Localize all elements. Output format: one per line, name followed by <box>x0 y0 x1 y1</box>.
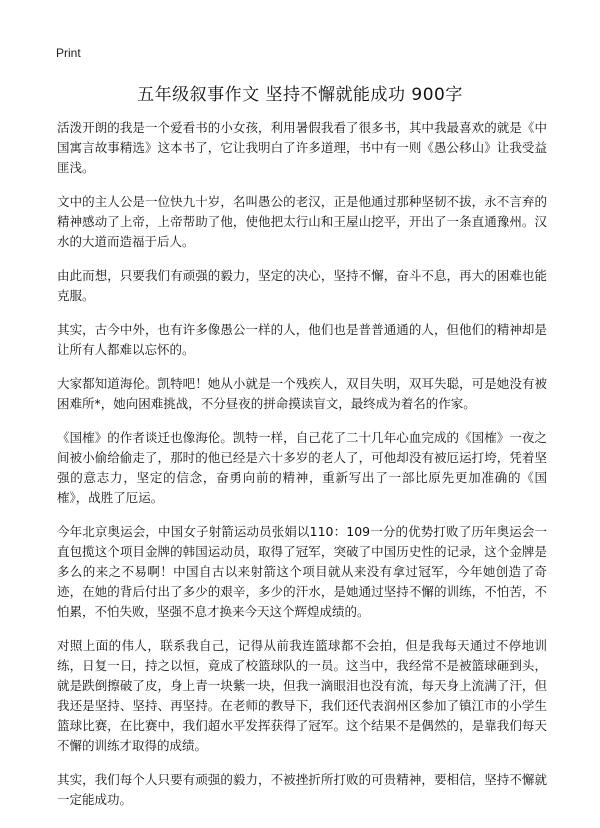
paragraph-3: 由此而想，只要我们有顽强的毅力，坚定的决心，坚持不懈，奋斗不息，再大的困难也能克服。 <box>57 268 547 303</box>
paragraph-5: 大家都知道海伦。凯特吧！她从小就是一个残疾人，双目失明，双耳失聪，可是她没有被困难所*，她向困难挑战，不分昼夜的拼命摸读盲文，最终成为着名的作家。 <box>57 376 547 411</box>
paragraph-6: 《国榷》的作者谈迁也像海伦。凯特一样，自己花了二十几年心血完成的《国榷》一夜之间被小偷给偷走了，那时的他已经是六十多岁的老人了，可他却没有被厄运打垮，凭着坚强的意志力，坚定的信念，奋勇向前的精神，重新写出了一部比原先更加准确的《国榷》，战胜了厄运。 <box>57 430 547 505</box>
paragraph-1: 活泼开朗的我是一个爱看书的小女孩，利用暑假我看了很多书，其中我最喜欢的就是《中国寓言故事精选》这本书了，它让我明白了许多道理，书中有一则《愚公移山》让我受益匪浅。 <box>57 120 547 175</box>
paragraph-4: 其实，古今中外，也有许多像愚公一样的人，他们也是普普通通的人，但他们的精神却是让所有人都难以忘怀的。 <box>57 322 547 357</box>
paragraph-9: 其实，我们每个人只要有顽强的毅力，不被挫折所打败的可贵精神，要相信，坚持不懈就一定能成功。 <box>57 772 547 807</box>
paragraph-8: 对照上面的伟人，联系我自己，记得从前我连篮球都不会拍，但是我每天通过不停地训练，日复一日，持之以恒，竟成了校篮球队的一员。这当中，我经常不是被篮球砸到头，就是跌倒擦破了皮，身上青一块紫一块，但我一滴眼泪也没有流，每天身上流满了汗，但我还是坚持、坚持、再坚持。在老师的教导下，我们还代表润州区参加了镇江市的小学生篮球比赛，在比赛中，我们超水平发挥获得了冠军。这个结果不是偶然的，是靠我们每天不懈的训练才取得的成绩。 <box>57 638 547 753</box>
paragraph-2: 文中的主人公是一位快九十岁，名叫愚公的老汉，正是他通过那种坚韧不拔，永不言弃的精神感动了上帝，上帝帮助了他，使他把太行山和王屋山挖平，开出了一条直通豫州。汉水的大道而造福于后人。 <box>57 194 547 249</box>
print-link[interactable]: Print <box>56 46 81 60</box>
article-body <box>57 118 547 824</box>
article-title: 五年级叙事作文 坚持不懈就能成功 900字 <box>137 85 463 105</box>
paragraph-7: 今年北京奥运会，中国女子射箭运动员张娟以110：109一分的优势打败了历年奥运会一直包揽这个项目金牌的韩国运动员，取得了冠军，突破了中国历史性的记录，这个金牌是多么的来之不易啊！中国自古以来射箭这个项目就从来没有拿过冠军，今年她创造了奇迹，在她的背后付出了多少的艰辛，多少的汗水，是她通过坚持不懈的训练，不怕苦，不怕累，不怕失败，坚强不息才换来今天这个辉煌成绩的。 <box>57 524 547 619</box>
